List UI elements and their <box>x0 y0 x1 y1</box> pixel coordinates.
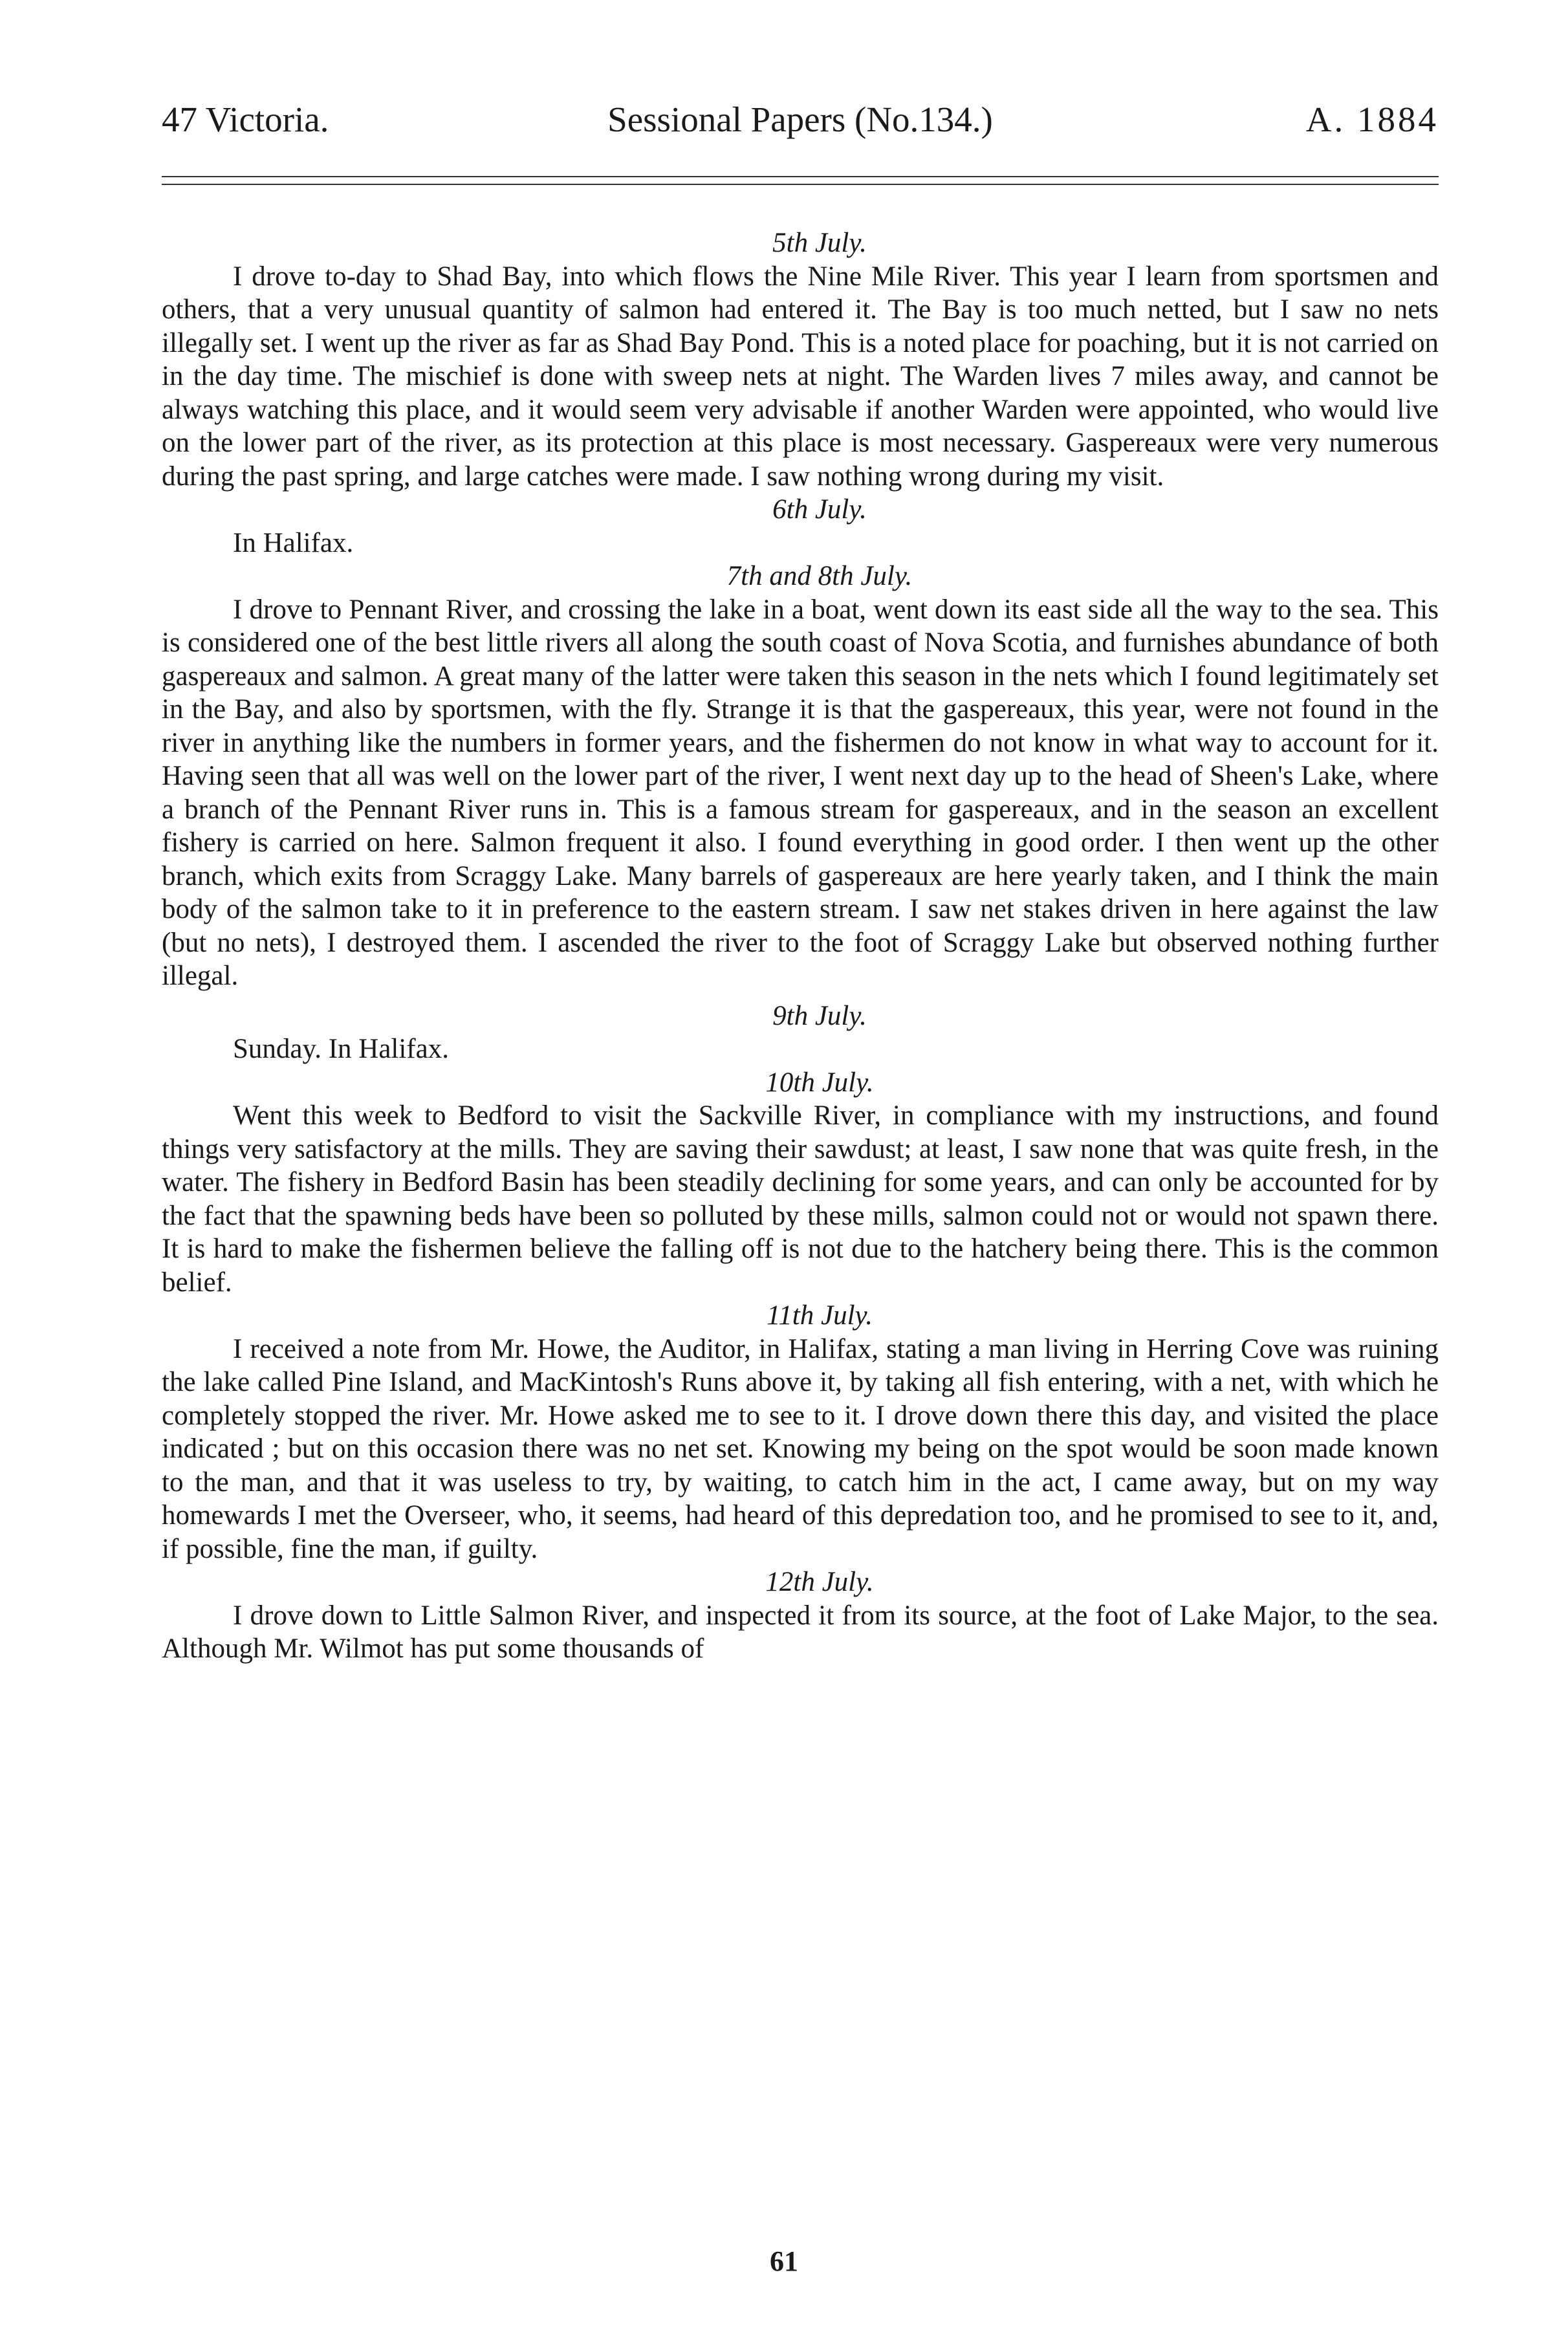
entry-note: In Halifax. <box>233 527 354 558</box>
entry-date: 10th July. <box>765 1067 874 1098</box>
entry-text: I drove to-day to Shad Bay, into which flows the Nine Mile River. This year I learn from sportsmen and others, that a very unusual quantity of salmon had entered it. The Bay is too much netted, but I saw no nets illegally set. I went up the river as far as Shad Bay Pond. This is a noted place for poaching, but it is not carried on in the day time. The mischief is done with sweep nets at night. The Warden lives 7 miles away, and cannot be always watching this place, and it would seem very advisable if another Warden were appointed, who would live on the lower part of the river, as its protection at this place is most necessary. Gaspereaux were very numerous during the past spring, and large catches were made. I saw nothing wrong during my visit. <box>162 261 1439 492</box>
entry-date: 11th July. <box>766 1300 873 1331</box>
page-number: 61 <box>770 2245 798 2277</box>
entry-text: I received a note from Mr. Howe, the Auditor, in Halifax, stating a man living in Herring Cove was ruining the lake called Pine Island, and MacKintosh's Runs above it, by taking all fish entering, with a net, with which he completely stopped the river. Mr. Howe asked me to see to it. I drove down there this day, and visited the place indicated ; but on this occasion there was no net set. Knowing my being on the spot would be soon made known to the man, and that it was useless to try, by waiting, to catch him in the act, I came away, but on my way homewards I met the Overseer, who, it seems, had heard of this depredation too, and he promised to see to it, and, if possible, fine the man, if guilty. <box>162 1333 1439 1564</box>
entry-text: I drove down to Little Salmon River, and inspected it from its source, at the foot of Lake Major, to the sea. Although Mr. Wilmot has put some thousands of <box>162 1600 1439 1664</box>
running-header <box>162 94 1439 146</box>
entry-note: Sunday. In Halifax. <box>233 1034 449 1064</box>
entry-date: 5th July. <box>772 228 867 258</box>
entry-date: 6th July. <box>772 494 867 525</box>
header-title: Sessional Papers (No.134.) <box>607 100 993 139</box>
header-year: A. 1884 <box>1305 100 1439 139</box>
entry-date: 12th July. <box>765 1567 874 1597</box>
entry-date: 7th and 8th July. <box>726 561 913 591</box>
header-double-rule <box>162 176 1439 185</box>
entry-text: Went this week to Bedford to visit the Sackville River, in compliance with my instructions, and found things very satisfactory at the mills. They are saving their sawdust; at least, I saw none that was quite fresh, in the water. The fishery in Bedford Basin has been steadily declining for some years, and can only be accounted for by the fact that the spawning beds have been so polluted by these mills, salmon could not or would not spawn there. It is hard to make the fishermen believe the falling off is not due to the hatchery being there. This is the common belief. <box>162 1100 1439 1298</box>
header-session: 47 Victoria. <box>162 100 329 139</box>
entry-text: I drove to Pennant River, and crossing the lake in a boat, went down its east side all the way to the sea. This is considered one of the best little rivers all along the south coast of Nova Scotia, and furnishes abundance of both gaspereaux and salmon. A great many of the latter were taken this season in the nets which I found legitimately set in the Bay, and also by sportsmen, with the fly. Strange it is that the gaspereaux, this year, were not found in the river in anything like the numbers in former years, and the fishermen do not know in what way to account for it. Having seen that all was well on the lower part of the river, I went next day up to the head of Sheen's Lake, where a branch of the Pennant River runs in. This is a famous stream for gaspereaux, and in the season an excellent fishery is carried on here. Salmon frequent it also. I found everything in good order. I then went up the other branch, which exits from Scraggy Lake. Many barrels of gaspereaux are here yearly taken, and I think the main body of the salmon take to it in preference to the eastern stream. I saw net stakes driven in here against the law (but no nets), I destroyed them. I ascended the river to the foot of Scraggy Lake but observed nothing further illegal. <box>162 594 1439 991</box>
report-body <box>162 220 1439 1666</box>
entry-date: 9th July. <box>772 1000 867 1031</box>
